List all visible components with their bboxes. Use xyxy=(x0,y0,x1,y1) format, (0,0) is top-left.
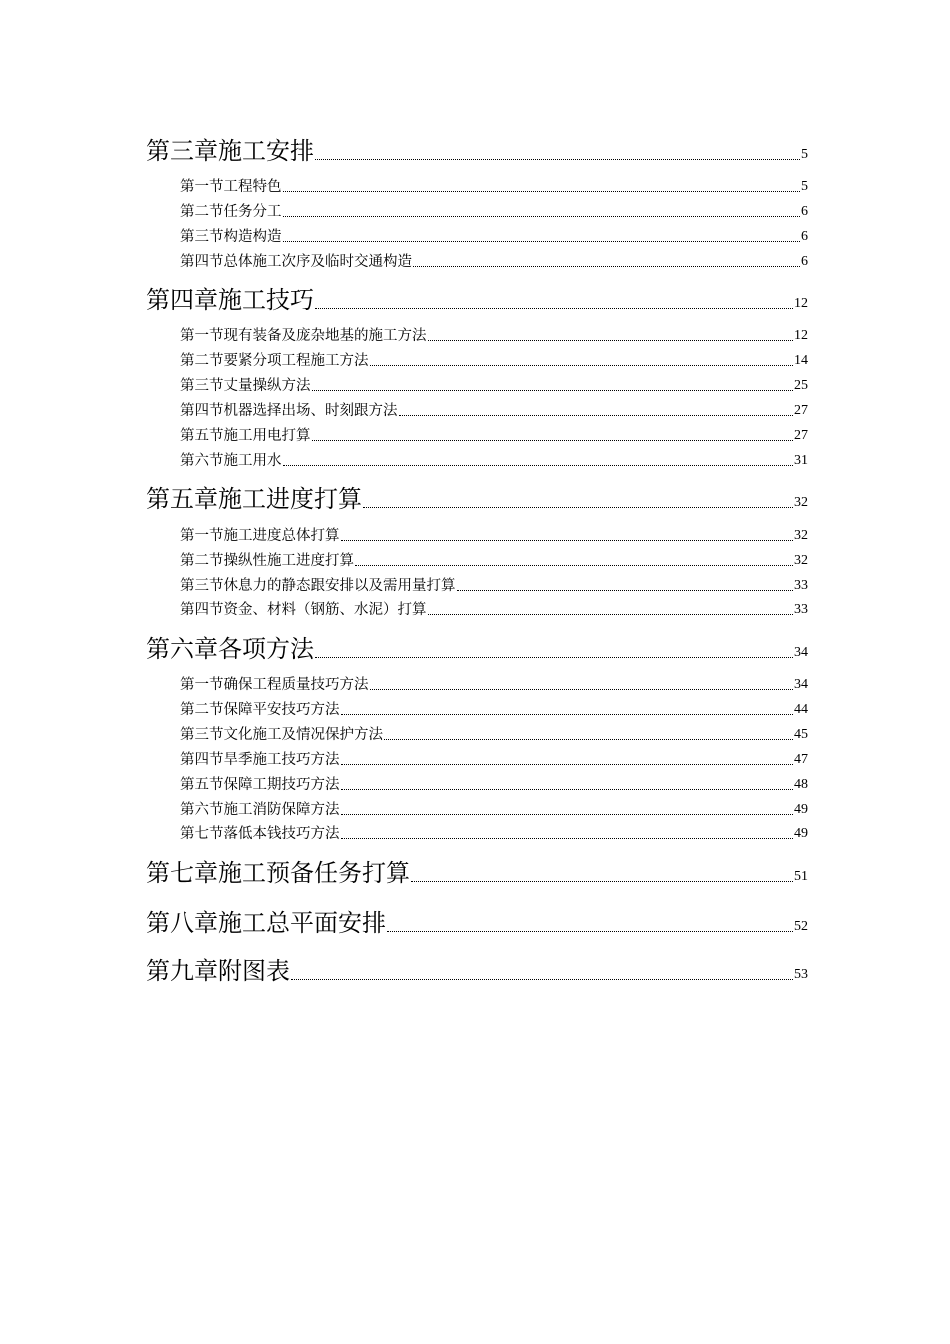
dot-leader xyxy=(387,930,793,932)
toc-section[interactable] xyxy=(180,699,808,719)
toc-page-number: 6 xyxy=(801,229,808,244)
toc-page-number: 6 xyxy=(801,204,808,219)
dot-leader xyxy=(341,713,794,715)
toc-page-number: 53 xyxy=(794,967,808,982)
toc-chapter[interactable] xyxy=(146,855,808,887)
toc-page-number: 25 xyxy=(794,378,808,393)
toc-section-title: 第二节保障平安技巧方法 xyxy=(180,702,340,718)
toc-section[interactable] xyxy=(180,176,808,196)
toc-section[interactable] xyxy=(180,226,808,246)
toc-chapter-title: 第五章施工进度打算 xyxy=(146,485,362,513)
toc-section[interactable] xyxy=(180,799,808,819)
toc-section[interactable] xyxy=(180,400,808,420)
toc-section-title: 第六节施工用水 xyxy=(180,453,282,469)
toc-section[interactable] xyxy=(180,201,808,221)
toc-section-title: 第四节旱季施工技巧方法 xyxy=(180,752,340,768)
dot-leader xyxy=(428,339,794,341)
toc-chapter[interactable] xyxy=(146,282,808,314)
toc-chapter-title: 第九章附图表 xyxy=(146,957,290,985)
dot-leader xyxy=(341,837,794,839)
toc-chapter-title: 第四章施工技巧 xyxy=(146,286,314,314)
toc-section-title: 第四节总体施工次序及临时交通构造 xyxy=(180,254,412,270)
toc-section[interactable] xyxy=(180,450,808,470)
toc-section-title: 第二节任务分工 xyxy=(180,204,282,220)
dot-leader xyxy=(312,389,794,391)
toc-page-number: 31 xyxy=(794,453,808,468)
toc-section-title: 第三节休息力的静态跟安排以及需用量打算 xyxy=(180,578,456,594)
toc-page-number: 32 xyxy=(794,495,808,510)
toc-page-number: 5 xyxy=(801,179,808,194)
toc-section[interactable] xyxy=(180,375,808,395)
dot-leader xyxy=(283,215,801,217)
toc-section[interactable] xyxy=(180,350,808,370)
dot-leader xyxy=(315,656,793,658)
toc-page-number: 45 xyxy=(794,727,808,742)
toc-section[interactable] xyxy=(180,550,808,570)
toc-section-title: 第七节落低本钱技巧方法 xyxy=(180,826,340,842)
toc-section-title: 第二节要紧分项工程施工方法 xyxy=(180,353,369,369)
toc-section[interactable] xyxy=(180,724,808,744)
dot-leader xyxy=(370,364,794,366)
dot-leader xyxy=(283,240,801,242)
toc-section-title: 第四节机器选择出场、时刻跟方法 xyxy=(180,403,398,419)
toc-section[interactable] xyxy=(180,251,808,271)
toc-page-number: 33 xyxy=(794,602,808,617)
dot-leader xyxy=(341,788,794,790)
toc-page-number: 49 xyxy=(794,826,808,841)
toc-section[interactable] xyxy=(180,823,808,843)
toc-section-title: 第四节资金、材料（钢筋、水泥）打算 xyxy=(180,602,427,618)
toc-section-title: 第五节施工用电打算 xyxy=(180,428,311,444)
dot-leader xyxy=(283,190,801,192)
toc-chapter-title: 第七章施工预备任务打算 xyxy=(146,859,410,887)
toc-page-number: 32 xyxy=(794,528,808,543)
toc-page-number: 12 xyxy=(794,328,808,343)
dot-leader xyxy=(399,414,794,416)
toc-page-number: 34 xyxy=(794,645,808,660)
toc-chapter-title: 第八章施工总平面安排 xyxy=(146,909,386,937)
toc-page-number: 12 xyxy=(794,296,808,311)
toc-section[interactable] xyxy=(180,425,808,445)
toc-section-title: 第三节构造构造 xyxy=(180,229,282,245)
dot-leader xyxy=(341,813,794,815)
dot-leader xyxy=(291,978,793,980)
toc-section[interactable] xyxy=(180,575,808,595)
dot-leader xyxy=(341,763,794,765)
toc-section[interactable] xyxy=(180,325,808,345)
dot-leader xyxy=(355,564,793,566)
dot-leader xyxy=(312,439,794,441)
dot-leader xyxy=(428,613,794,615)
toc-section-title: 第一节确保工程质量技巧方法 xyxy=(180,677,369,693)
toc-chapter[interactable] xyxy=(146,631,808,663)
toc-chapter[interactable] xyxy=(146,481,808,513)
dot-leader xyxy=(315,158,800,160)
toc-page-number: 14 xyxy=(794,353,808,368)
toc-chapter[interactable] xyxy=(146,953,808,985)
toc-section[interactable] xyxy=(180,525,808,545)
dot-leader xyxy=(411,880,793,882)
toc-section-title: 第三节文化施工及情况保护方法 xyxy=(180,727,383,743)
toc-page-number: 48 xyxy=(794,777,808,792)
toc-section-title: 第六节施工消防保障方法 xyxy=(180,802,340,818)
dot-leader xyxy=(384,738,793,740)
toc-section-title: 第五节保障工期技巧方法 xyxy=(180,777,340,793)
toc-chapter[interactable] xyxy=(146,905,808,937)
toc-chapter-title: 第六章各项方法 xyxy=(146,635,314,663)
dot-leader xyxy=(370,688,794,690)
dot-leader xyxy=(341,539,794,541)
toc-page-number: 27 xyxy=(794,428,808,443)
dot-leader xyxy=(363,506,793,508)
dot-leader xyxy=(457,589,794,591)
toc-section[interactable] xyxy=(180,774,808,794)
toc-section-title: 第一节现有装备及庞杂地基的施工方法 xyxy=(180,328,427,344)
toc-section-title: 第二节操纵性施工进度打算 xyxy=(180,553,354,569)
toc-page-number: 44 xyxy=(794,702,808,717)
toc-section-title: 第三节丈量操纵方法 xyxy=(180,378,311,394)
toc-page-number: 5 xyxy=(801,147,808,162)
toc-page-number: 52 xyxy=(794,919,808,934)
toc-section-title: 第一节施工进度总体打算 xyxy=(180,528,340,544)
toc-page-number: 27 xyxy=(794,403,808,418)
toc-page-number: 34 xyxy=(794,677,808,692)
dot-leader xyxy=(283,464,794,466)
toc-chapter[interactable] xyxy=(146,133,808,165)
toc-page-number: 6 xyxy=(801,254,808,269)
toc-section-title: 第一节工程特色 xyxy=(180,179,282,195)
toc-section[interactable] xyxy=(180,599,808,619)
toc-page-number: 32 xyxy=(794,553,808,568)
toc-section[interactable] xyxy=(180,749,808,769)
toc-chapter-title: 第三章施工安排 xyxy=(146,137,314,165)
toc-section[interactable] xyxy=(180,674,808,694)
dot-leader xyxy=(413,265,800,267)
dot-leader xyxy=(315,307,793,309)
toc-page-number: 51 xyxy=(794,869,808,884)
toc-page-number: 33 xyxy=(794,578,808,593)
toc-page-number: 47 xyxy=(794,752,808,767)
toc-page-number: 49 xyxy=(794,802,808,817)
